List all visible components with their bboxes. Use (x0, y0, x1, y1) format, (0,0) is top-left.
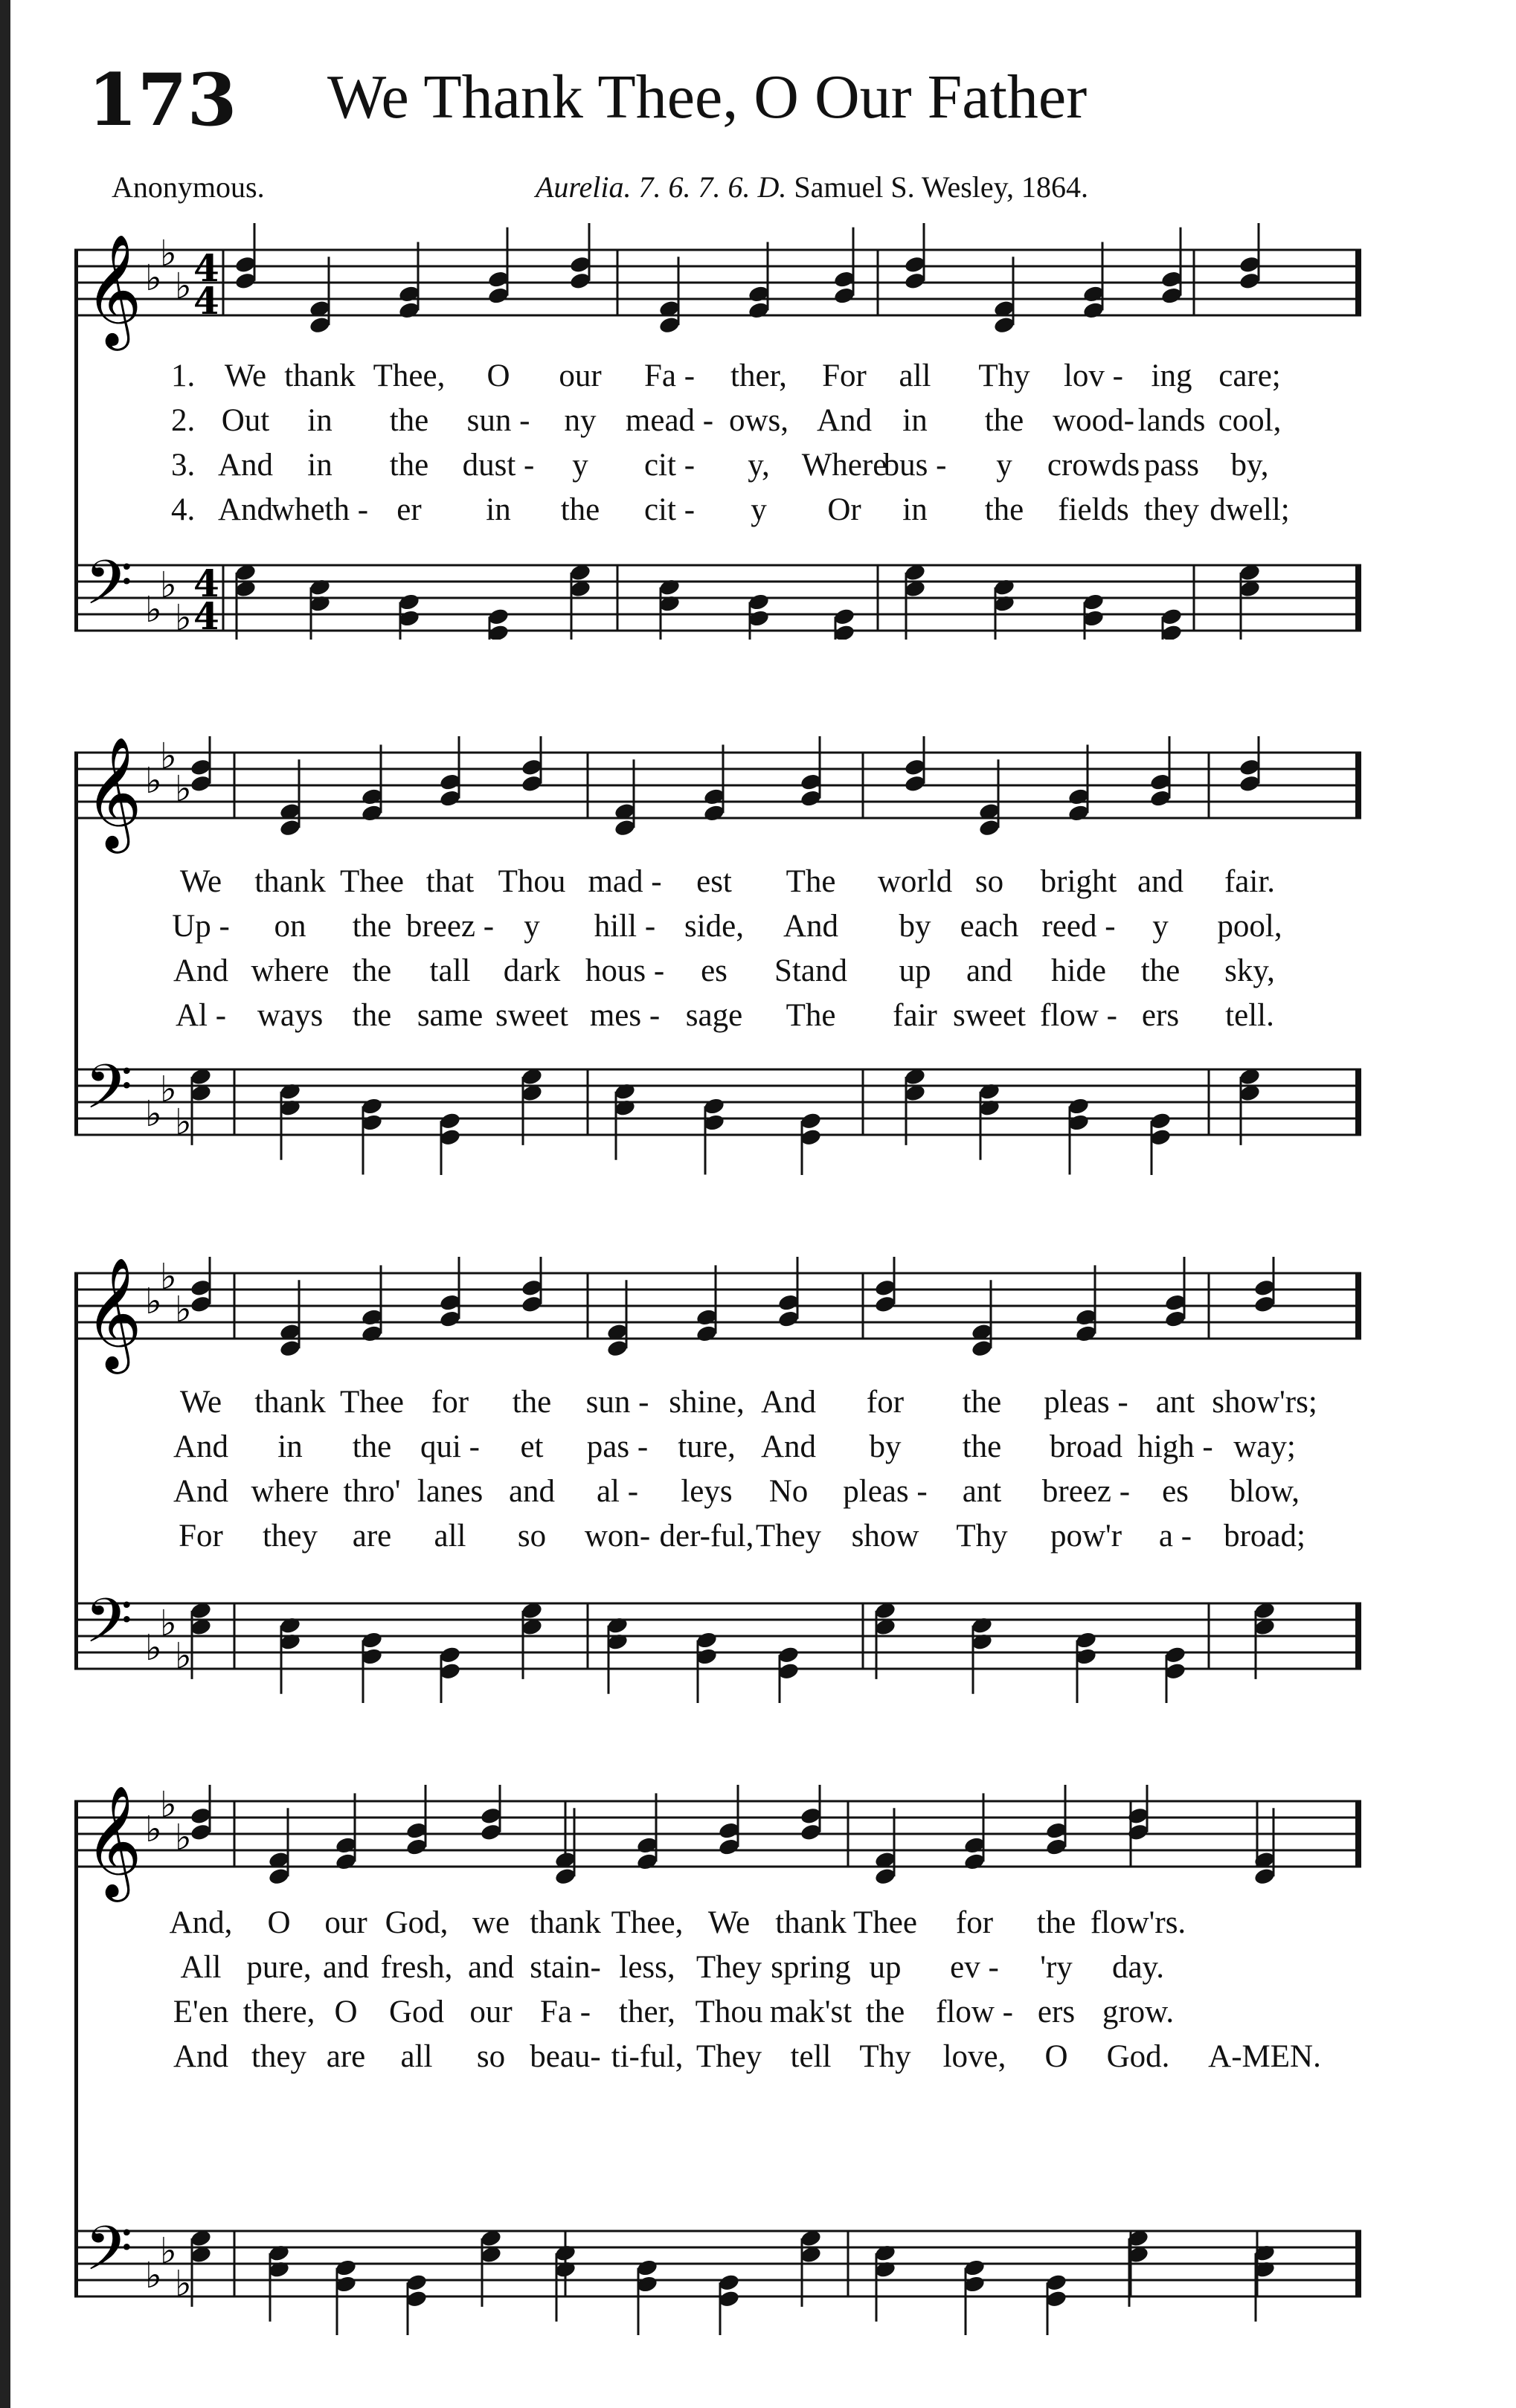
lyric-syllable: all (400, 2039, 433, 2074)
lyric-syllable: wood- (1053, 403, 1134, 438)
lyric-syllable: For (822, 358, 867, 393)
lyric-syllable: hide (1050, 953, 1107, 988)
flat-icon: ♭ (145, 589, 162, 631)
lyric-syllable: a - (1158, 1519, 1192, 1554)
lyric-syllable: der-ful, (659, 1519, 754, 1554)
lyric-syllable: tell. (1225, 998, 1274, 1033)
lyric-syllable: the (512, 1385, 552, 1420)
hymn-title: We Thank Thee, O Our Father (327, 62, 1088, 132)
lyric-line (74, 860, 1361, 904)
lyric-syllable: pure, (246, 1950, 312, 1985)
lyric-syllable: ev - (950, 1950, 999, 1985)
lyric-syllable: stain- (530, 1950, 601, 1985)
lyric-syllable: y (996, 448, 1012, 483)
flat-icon: ♭ (160, 1785, 177, 1826)
lyric-syllable: thank (284, 358, 356, 393)
lyric-syllable: cool, (1218, 403, 1282, 438)
lyric-syllable: hill - (594, 909, 656, 944)
treble-clef-icon: 𝄞 (85, 1785, 142, 1897)
lyric-syllable: the (1036, 1905, 1076, 1940)
lyric-syllable: wheth - (271, 492, 369, 527)
lyric-syllable: tell (790, 2039, 832, 2074)
lyric-syllable: the (352, 909, 392, 944)
lyric-syllable: thank (254, 1385, 326, 1420)
lyric-syllable: ti-ful, (611, 2039, 684, 2074)
lyric-syllable: et (520, 1429, 544, 1464)
composer: Samuel S. Wesley, 1864. (794, 170, 1089, 204)
lyric-syllable: Thee (340, 1385, 404, 1420)
time-signature: 4 (193, 246, 219, 290)
lyric-syllable: so (476, 2039, 506, 2074)
lyric-syllable: Thy (956, 1519, 1008, 1554)
lyric-syllable: bus - (883, 448, 947, 483)
lyric-syllable: ways (257, 998, 324, 1033)
bass-clef-icon: 𝄢 (85, 1585, 133, 1672)
bass-clef-icon: 𝄢 (85, 2212, 133, 2299)
lyric-syllable: tall (429, 953, 471, 988)
lyric-syllable: crowds (1047, 448, 1140, 483)
flat-icon: ♭ (160, 2230, 177, 2272)
lyric-syllable: love, (942, 2039, 1006, 2074)
lyric-syllable: and (966, 953, 1013, 988)
lyric-syllable: est (696, 864, 732, 899)
music-system-1 (74, 223, 1361, 640)
lyric-syllable: hous - (585, 953, 665, 988)
lyric-syllable: where (251, 1474, 330, 1509)
flat-icon: ♭ (145, 257, 162, 299)
lyric-syllable: the (984, 492, 1024, 527)
lyric-syllable: y, (748, 448, 770, 483)
lyric-syllable: ture, (678, 1429, 736, 1464)
lyric-line (74, 1990, 1361, 2035)
lyric-syllable: on (274, 909, 306, 944)
lyric-syllable: And (760, 1429, 817, 1464)
time-signature: 4 (193, 279, 219, 323)
flat-icon: ♭ (145, 760, 162, 802)
flat-icon: ♭ (175, 1101, 192, 1143)
bass-clef-icon: 𝄢 (85, 1051, 133, 1138)
lyric-syllable: in (902, 403, 928, 438)
lyric-syllable: ows, (728, 403, 789, 438)
lyric-line (74, 1945, 1361, 1990)
lyric-syllable: thro' (343, 1474, 401, 1509)
lyric-syllable: and (322, 1950, 370, 1985)
lyric-syllable: Fa - (539, 1995, 591, 2029)
lyric-syllable: up (899, 953, 931, 988)
lyric-syllable: Where (801, 448, 887, 483)
lyric-syllable: We (179, 1385, 222, 1420)
flat-icon: ♭ (145, 1627, 162, 1669)
lyric-syllable: God, (385, 1905, 449, 1940)
treble-clef-icon: 𝄞 (85, 736, 142, 849)
lyric-syllable: the (352, 1429, 392, 1464)
lyric-syllable: mad - (588, 864, 662, 899)
flat-icon: ♭ (160, 1603, 177, 1644)
lyric-line (74, 1514, 1361, 1559)
lyric-syllable: All (180, 1950, 222, 1985)
flat-icon: ♭ (145, 1281, 162, 1322)
lyric-syllable: our (324, 1905, 367, 1940)
lyric-syllable: ther, (619, 1995, 675, 2029)
lyric-syllable: er (396, 492, 422, 527)
lyric-syllable: the (962, 1385, 1002, 1420)
lyric-line (74, 1425, 1361, 1469)
lyric-syllable: sky, (1224, 953, 1275, 988)
lyric-syllable: 'ry (1040, 1950, 1073, 1985)
lyric-syllable: And (217, 492, 274, 527)
lyric-syllable: y (524, 909, 540, 944)
lyric-syllable: our (469, 1995, 513, 2029)
lyric-syllable: And, (169, 1905, 233, 1940)
lyric-syllable: Thee (853, 1905, 917, 1940)
lyric-syllable: dust - (462, 448, 535, 483)
lyric-syllable: And (217, 448, 274, 483)
time-signature: 4 (193, 594, 219, 638)
flat-icon: ♭ (175, 2263, 192, 2305)
lyric-syllable: lov - (1063, 358, 1124, 393)
lyric-line (74, 949, 1361, 994)
lyric-syllable: The (786, 864, 836, 899)
lyric-syllable: Up - (172, 909, 230, 944)
lyric-syllable: broad (1050, 1429, 1122, 1464)
lyric-syllable: Thee, (373, 358, 446, 393)
flat-icon: ♭ (160, 1069, 177, 1110)
lyric-syllable: al - (596, 1474, 639, 1509)
lyric-syllable: ing (1151, 358, 1192, 393)
lyric-syllable: world (877, 864, 953, 899)
treble-clef-icon: 𝄞 (85, 233, 142, 346)
lyric-syllable: that (425, 864, 475, 899)
lyric-syllable: bright (1040, 864, 1117, 899)
lyric-syllable: pass (1143, 448, 1200, 483)
lyric-syllable: there, (243, 1995, 315, 2029)
verse-number: 2. (171, 403, 196, 438)
lyric-syllable: Or (827, 492, 861, 527)
lyric-syllable: so (974, 864, 1004, 899)
lyric-syllable: fields (1058, 492, 1129, 527)
lyric-syllable: We (707, 1905, 751, 1940)
music-system-3 (74, 1257, 1361, 1703)
lyric-syllable: and (1137, 864, 1184, 899)
lyric-syllable: and (467, 1950, 515, 1985)
flat-icon: ♭ (145, 2255, 162, 2296)
flat-icon: ♭ (145, 1093, 162, 1135)
flat-icon: ♭ (160, 233, 177, 274)
lyric-syllable: y (751, 492, 767, 527)
lyric-syllable: by (899, 909, 931, 944)
lyric-syllable: Out (221, 403, 270, 438)
author-credit: Anonymous. (112, 170, 265, 204)
lyric-syllable: in (307, 403, 333, 438)
lyric-syllable: less, (619, 1950, 675, 1985)
lyric-syllable: pow'r (1050, 1519, 1122, 1554)
lyric-syllable: they (262, 1519, 318, 1554)
lyric-syllable: cit - (643, 492, 696, 527)
lyric-syllable: pleas - (843, 1474, 928, 1509)
lyric-syllable: O (1044, 2039, 1068, 2074)
lyric-syllable: cit - (643, 448, 696, 483)
lyric-syllable: mes - (589, 998, 661, 1033)
lyric-line (74, 443, 1361, 488)
lyric-syllable: A-MEN. (1208, 2039, 1321, 2074)
music-system-2 (74, 736, 1361, 1175)
lyric-syllable: sun - (585, 1385, 649, 1420)
lyric-syllable: And (760, 1385, 817, 1420)
lyric-syllable: fresh, (380, 1950, 453, 1985)
time-signature: 4 (193, 561, 219, 605)
lyric-syllable: day. (1111, 1950, 1165, 1985)
meter: 7. 6. 7. 6. D. (638, 170, 787, 204)
lyric-syllable: mak'st (769, 1995, 852, 2029)
lyric-syllable: Al - (175, 998, 227, 1033)
lyric-syllable: the (984, 403, 1024, 438)
lyric-syllable: God (388, 1995, 445, 2029)
lyric-syllable: O (334, 1995, 358, 2029)
lyric-syllable: And (816, 403, 873, 438)
lyric-syllable: show'rs; (1212, 1385, 1317, 1420)
lyric-syllable: for (866, 1385, 905, 1420)
flat-icon: ♭ (145, 1809, 162, 1850)
lyric-syllable: shine, (669, 1385, 745, 1420)
lyric-syllable: ant (962, 1474, 1002, 1509)
lyric-syllable: ers (1141, 998, 1180, 1033)
lyric-syllable: mead - (625, 403, 714, 438)
lyric-syllable: they (251, 2039, 307, 2074)
lyric-syllable: care; (1218, 358, 1281, 393)
lyric-syllable: And (173, 953, 229, 988)
lyric-syllable: way; (1233, 1429, 1296, 1464)
lyric-syllable: They (755, 1519, 822, 1554)
lyric-syllable: are (352, 1519, 392, 1554)
lyric-syllable: side, (684, 909, 745, 944)
scan-edge (0, 0, 10, 2408)
lyric-syllable: flow'rs. (1090, 1905, 1186, 1940)
lyric-syllable: they (1143, 492, 1200, 527)
lyric-syllable: the (352, 953, 392, 988)
lyric-syllable: so (517, 1519, 547, 1554)
lyric-syllable: y (1152, 909, 1169, 944)
flat-icon: ♭ (175, 1289, 192, 1330)
lyric-syllable: in (307, 448, 333, 483)
lyric-syllable: And (783, 909, 839, 944)
lyric-syllable: sweet (953, 998, 1026, 1033)
lyric-syllable: in (486, 492, 511, 527)
lyric-syllable: And (173, 1429, 229, 1464)
lyric-syllable: For (179, 1519, 223, 1554)
lyric-syllable: fair (893, 998, 937, 1033)
lyric-syllable: Fa - (643, 358, 696, 393)
lyric-syllable: we (472, 1905, 510, 1940)
lyric-syllable: the (1140, 953, 1181, 988)
lyric-syllable: ther, (730, 358, 787, 393)
lyric-syllable: flow - (1040, 998, 1117, 1033)
lyric-syllable: where (251, 953, 330, 988)
flat-icon: ♭ (160, 564, 177, 606)
lyric-syllable: thank (775, 1905, 847, 1940)
lyric-syllable: broad; (1224, 1519, 1305, 1554)
lyric-syllable: Thy (859, 2039, 911, 2074)
lyric-syllable: breez - (1041, 1474, 1131, 1509)
flat-icon: ♭ (175, 1635, 192, 1677)
lyric-syllable: up (869, 1950, 902, 1985)
lyric-syllable: The (786, 998, 836, 1033)
lyric-line (74, 1469, 1361, 1514)
verse-number: 4. (171, 492, 196, 527)
lyric-syllable: leys (681, 1474, 733, 1509)
lyric-syllable: Thou (498, 864, 566, 899)
flat-icon: ♭ (160, 1257, 177, 1298)
lyric-syllable: same (417, 998, 484, 1033)
lyric-syllable: and (508, 1474, 556, 1509)
lyric-syllable: show (851, 1519, 919, 1554)
treble-clef-icon: 𝄞 (85, 1257, 142, 1369)
lyric-line (74, 354, 1361, 399)
lyric-syllable: ers (1037, 1995, 1076, 2029)
lyric-syllable: dwell; (1210, 492, 1290, 527)
lyric-syllable: flow - (936, 1995, 1013, 2029)
lyric-syllable: sweet (495, 998, 568, 1033)
lyric-syllable: Thy (978, 358, 1030, 393)
tune-name: Aurelia. (536, 170, 632, 204)
lyric-line (74, 2035, 1361, 2079)
lyric-syllable: for (431, 1385, 469, 1420)
lyric-syllable: all (899, 358, 931, 393)
bass-clef-icon: 𝄢 (85, 547, 133, 634)
lyric-syllable: We (224, 358, 267, 393)
lyric-syllable: thank (254, 864, 326, 899)
lyric-syllable: ant (1155, 1385, 1195, 1420)
flat-icon: ♭ (160, 736, 177, 777)
lyric-syllable: by (869, 1429, 902, 1464)
tune-credit (536, 170, 1088, 205)
lyric-line (74, 994, 1361, 1038)
lyric-syllable: lanes (417, 1474, 484, 1509)
lyric-syllable: dark (503, 953, 561, 988)
lyric-syllable: O (267, 1905, 291, 1940)
lyric-syllable: the (962, 1429, 1002, 1464)
music-system-4 (74, 1785, 1361, 2335)
verse-number: 3. (171, 448, 196, 483)
lyric-syllable: E'en (173, 1995, 229, 2029)
lyric-syllable: the (389, 403, 429, 438)
lyric-syllable: pool, (1217, 909, 1282, 944)
lyric-syllable: fair. (1224, 864, 1276, 899)
lyric-syllable: ny (564, 403, 597, 438)
lyric-syllable: are (326, 2039, 366, 2074)
lyric-syllable: high - (1137, 1429, 1213, 1464)
lyric-line (74, 488, 1361, 532)
lyric-syllable: y (572, 448, 588, 483)
lyric-syllable: They (696, 1950, 762, 1985)
lyric-line (74, 399, 1361, 443)
lyric-syllable: the (352, 998, 392, 1033)
flat-icon: ♭ (175, 1817, 192, 1858)
lyric-syllable: pleas - (1044, 1385, 1128, 1420)
hymn-number: 173 (88, 58, 237, 142)
lyric-syllable: God. (1106, 2039, 1170, 2074)
lyric-syllable: beau- (530, 2039, 601, 2074)
lyric-syllable: the (560, 492, 600, 527)
lyric-syllable: sun - (466, 403, 530, 438)
lyric-syllable: the (865, 1995, 905, 2029)
lyric-syllable: spring (771, 1950, 851, 1985)
lyric-syllable: the (389, 448, 429, 483)
lyric-syllable: reed - (1041, 909, 1116, 944)
flat-icon: ♭ (175, 265, 192, 307)
lyric-syllable: by, (1230, 448, 1269, 483)
lyric-syllable: won- (584, 1519, 651, 1554)
lyric-syllable: for (955, 1905, 994, 1940)
flat-icon: ♭ (175, 768, 192, 810)
lyric-syllable: blow, (1230, 1474, 1300, 1509)
lyric-syllable: breez - (405, 909, 495, 944)
flat-icon: ♭ (175, 597, 192, 639)
lyric-syllable: Thee (340, 864, 404, 899)
lyric-syllable: our (559, 358, 602, 393)
lyric-syllable: Thee, (611, 1905, 684, 1940)
lyric-syllable: We (179, 864, 222, 899)
lyric-syllable: lands (1137, 403, 1206, 438)
lyric-syllable: And (173, 2039, 229, 2074)
lyric-syllable: qui - (420, 1429, 481, 1464)
lyric-syllable: es (1162, 1474, 1189, 1509)
lyric-syllable: O (486, 358, 510, 393)
lyric-line (74, 904, 1361, 949)
verse-number: 1. (171, 358, 196, 393)
lyric-syllable: And (173, 1474, 229, 1509)
lyric-syllable: pas - (586, 1429, 649, 1464)
lyric-syllable: in (902, 492, 928, 527)
lyric-syllable: all (434, 1519, 466, 1554)
lyric-syllable: thank (530, 1905, 601, 1940)
lyric-syllable: grow. (1102, 1995, 1175, 2029)
lyric-syllable: No (768, 1474, 809, 1509)
lyric-syllable: in (277, 1429, 303, 1464)
lyric-syllable: They (696, 2039, 762, 2074)
lyric-syllable: es (701, 953, 728, 988)
lyric-syllable: Thou (695, 1995, 763, 2029)
lyric-syllable: Stand (774, 953, 847, 988)
lyric-syllable: each (960, 909, 1019, 944)
lyric-line (74, 1380, 1361, 1425)
lyric-line (74, 1901, 1361, 1945)
lyric-syllable: sage (685, 998, 743, 1033)
